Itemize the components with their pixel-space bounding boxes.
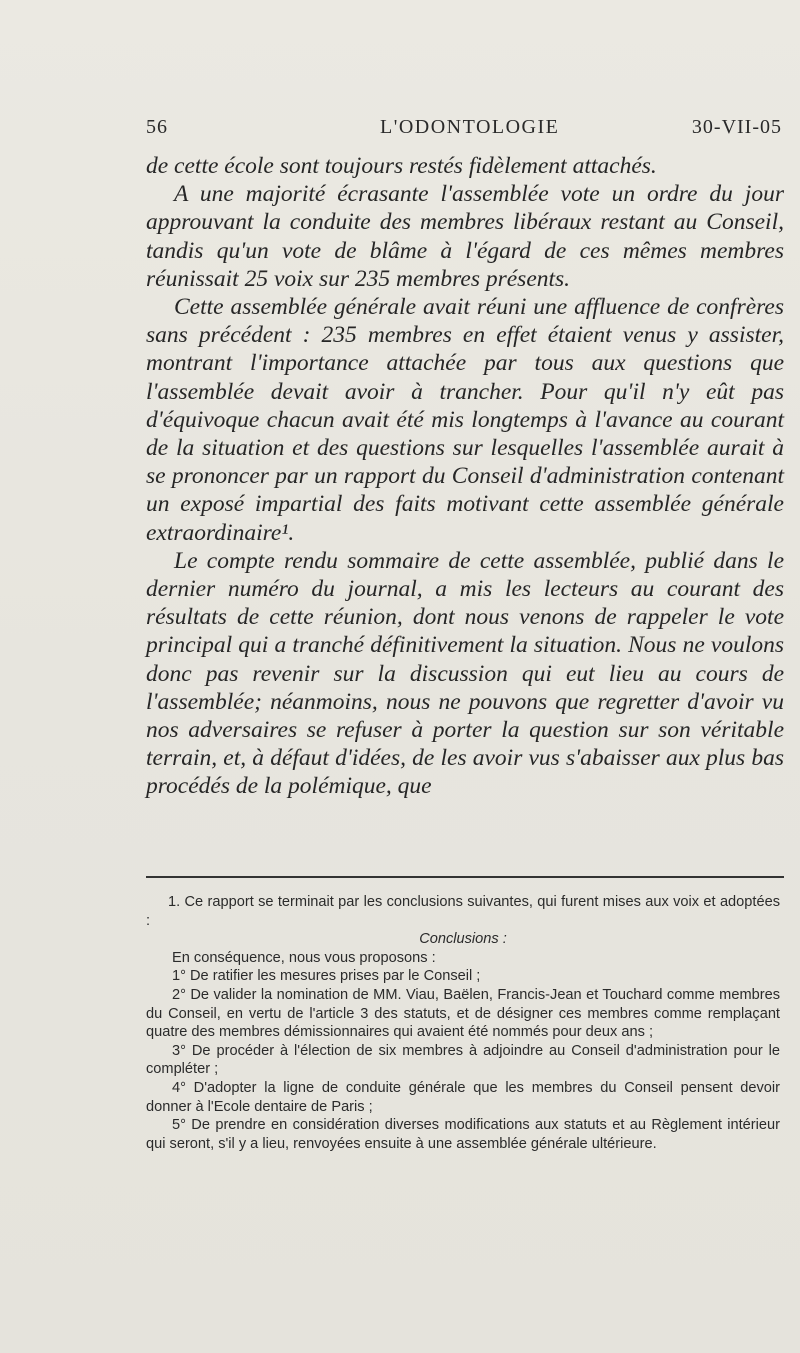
footnote-item: 1° De ratifier les mesures prises par le Conseil ;	[172, 968, 481, 985]
footnote-divider	[146, 876, 784, 878]
running-header	[146, 116, 782, 144]
main-text	[146, 152, 784, 801]
footnote-item: 4° D'adopter la ligne de conduite générale que les membres du Conseil pensent devoir donner à l'Ecole dentaire de Paris ;	[146, 1079, 780, 1115]
issue-date: 30-VII-05	[691, 116, 782, 138]
paragraph: de cette école sont toujours restés fidèlement attachés.	[146, 153, 657, 179]
footnote-item: 3° De procéder à l'élection de six membres à adjoindre au Conseil d'administration pour le compléter ;	[146, 1042, 780, 1078]
paragraph: Cette assemblée générale avait réuni une affluence de confrères sans précédent : 235 membres en effet étaient venus y assister, montrant l'importance attachée par tous aux questions que l'assemblée devait avoir à trancher. Pour qu'il n'y eût pas d'équivoque chacun avait été mis longtemps à l'avance au courant de la situation et des questions sur lesquelles l'assemblée aurait à se prononcer par un rapport du Conseil d'administration contenant un exposé impartial des faits motivant cette assemblée générale extraordinaire¹.	[146, 294, 784, 546]
journal-title: L'ODONTOLOGIE	[380, 116, 560, 138]
paragraph: Le compte rendu sommaire de cette assemblée, publié dans le dernier numéro du journal, a mis les lecteurs au courant des résultats de cette réunion, dont nous venons de rappeler le vote principal qui a tranché définitivement la situation. Nous ne voulons donc pas revenir sur la discussion qui eut lieu au cours de l'assemblée; néanmoins, nous ne pouvons que regretter d'avoir vu nos adversaires se refuser à porter la question sur son véritable terrain, et, à défaut d'idées, de les avoir vus s'abaisser aux plus bas procédés de la polémique, que	[146, 547, 784, 800]
footnote	[146, 893, 780, 1153]
paragraph: A une majorité écrasante l'assemblée vote un ordre du jour approuvant la conduite des membres libéraux restant au Conseil, tandis qu'un vote de blâme à l'égard de ces mêmes membres réunissait 25 voix sur 235 membres présents.	[146, 181, 784, 292]
footnote-item: 2° De valider la nomination de MM. Viau, Baëlen, Francis-Jean et Touchard comme membres du Conseil, en vertu de l'article 3 des statuts, et de désigner ces membres comme remplaçant quatre des membres démissionnaires qui avaient été nommés pour deux ans ;	[146, 986, 780, 1041]
page-number: 56	[146, 116, 168, 138]
footnote-item: 5° De prendre en considération diverses modifications aux statuts et au Règlement intérieur qui seront, s'il y a lieu, renvoyées ensuite à une assemblée générale ultérieure.	[146, 1117, 780, 1152]
footnote-lead: En conséquence, nous vous proposons :	[172, 949, 436, 966]
footnote-heading: Conclusions :	[419, 931, 507, 948]
footnote-intro: 1. Ce rapport se terminait par les conclusions suivantes, qui furent mises aux voix et adoptées :	[146, 894, 780, 929]
